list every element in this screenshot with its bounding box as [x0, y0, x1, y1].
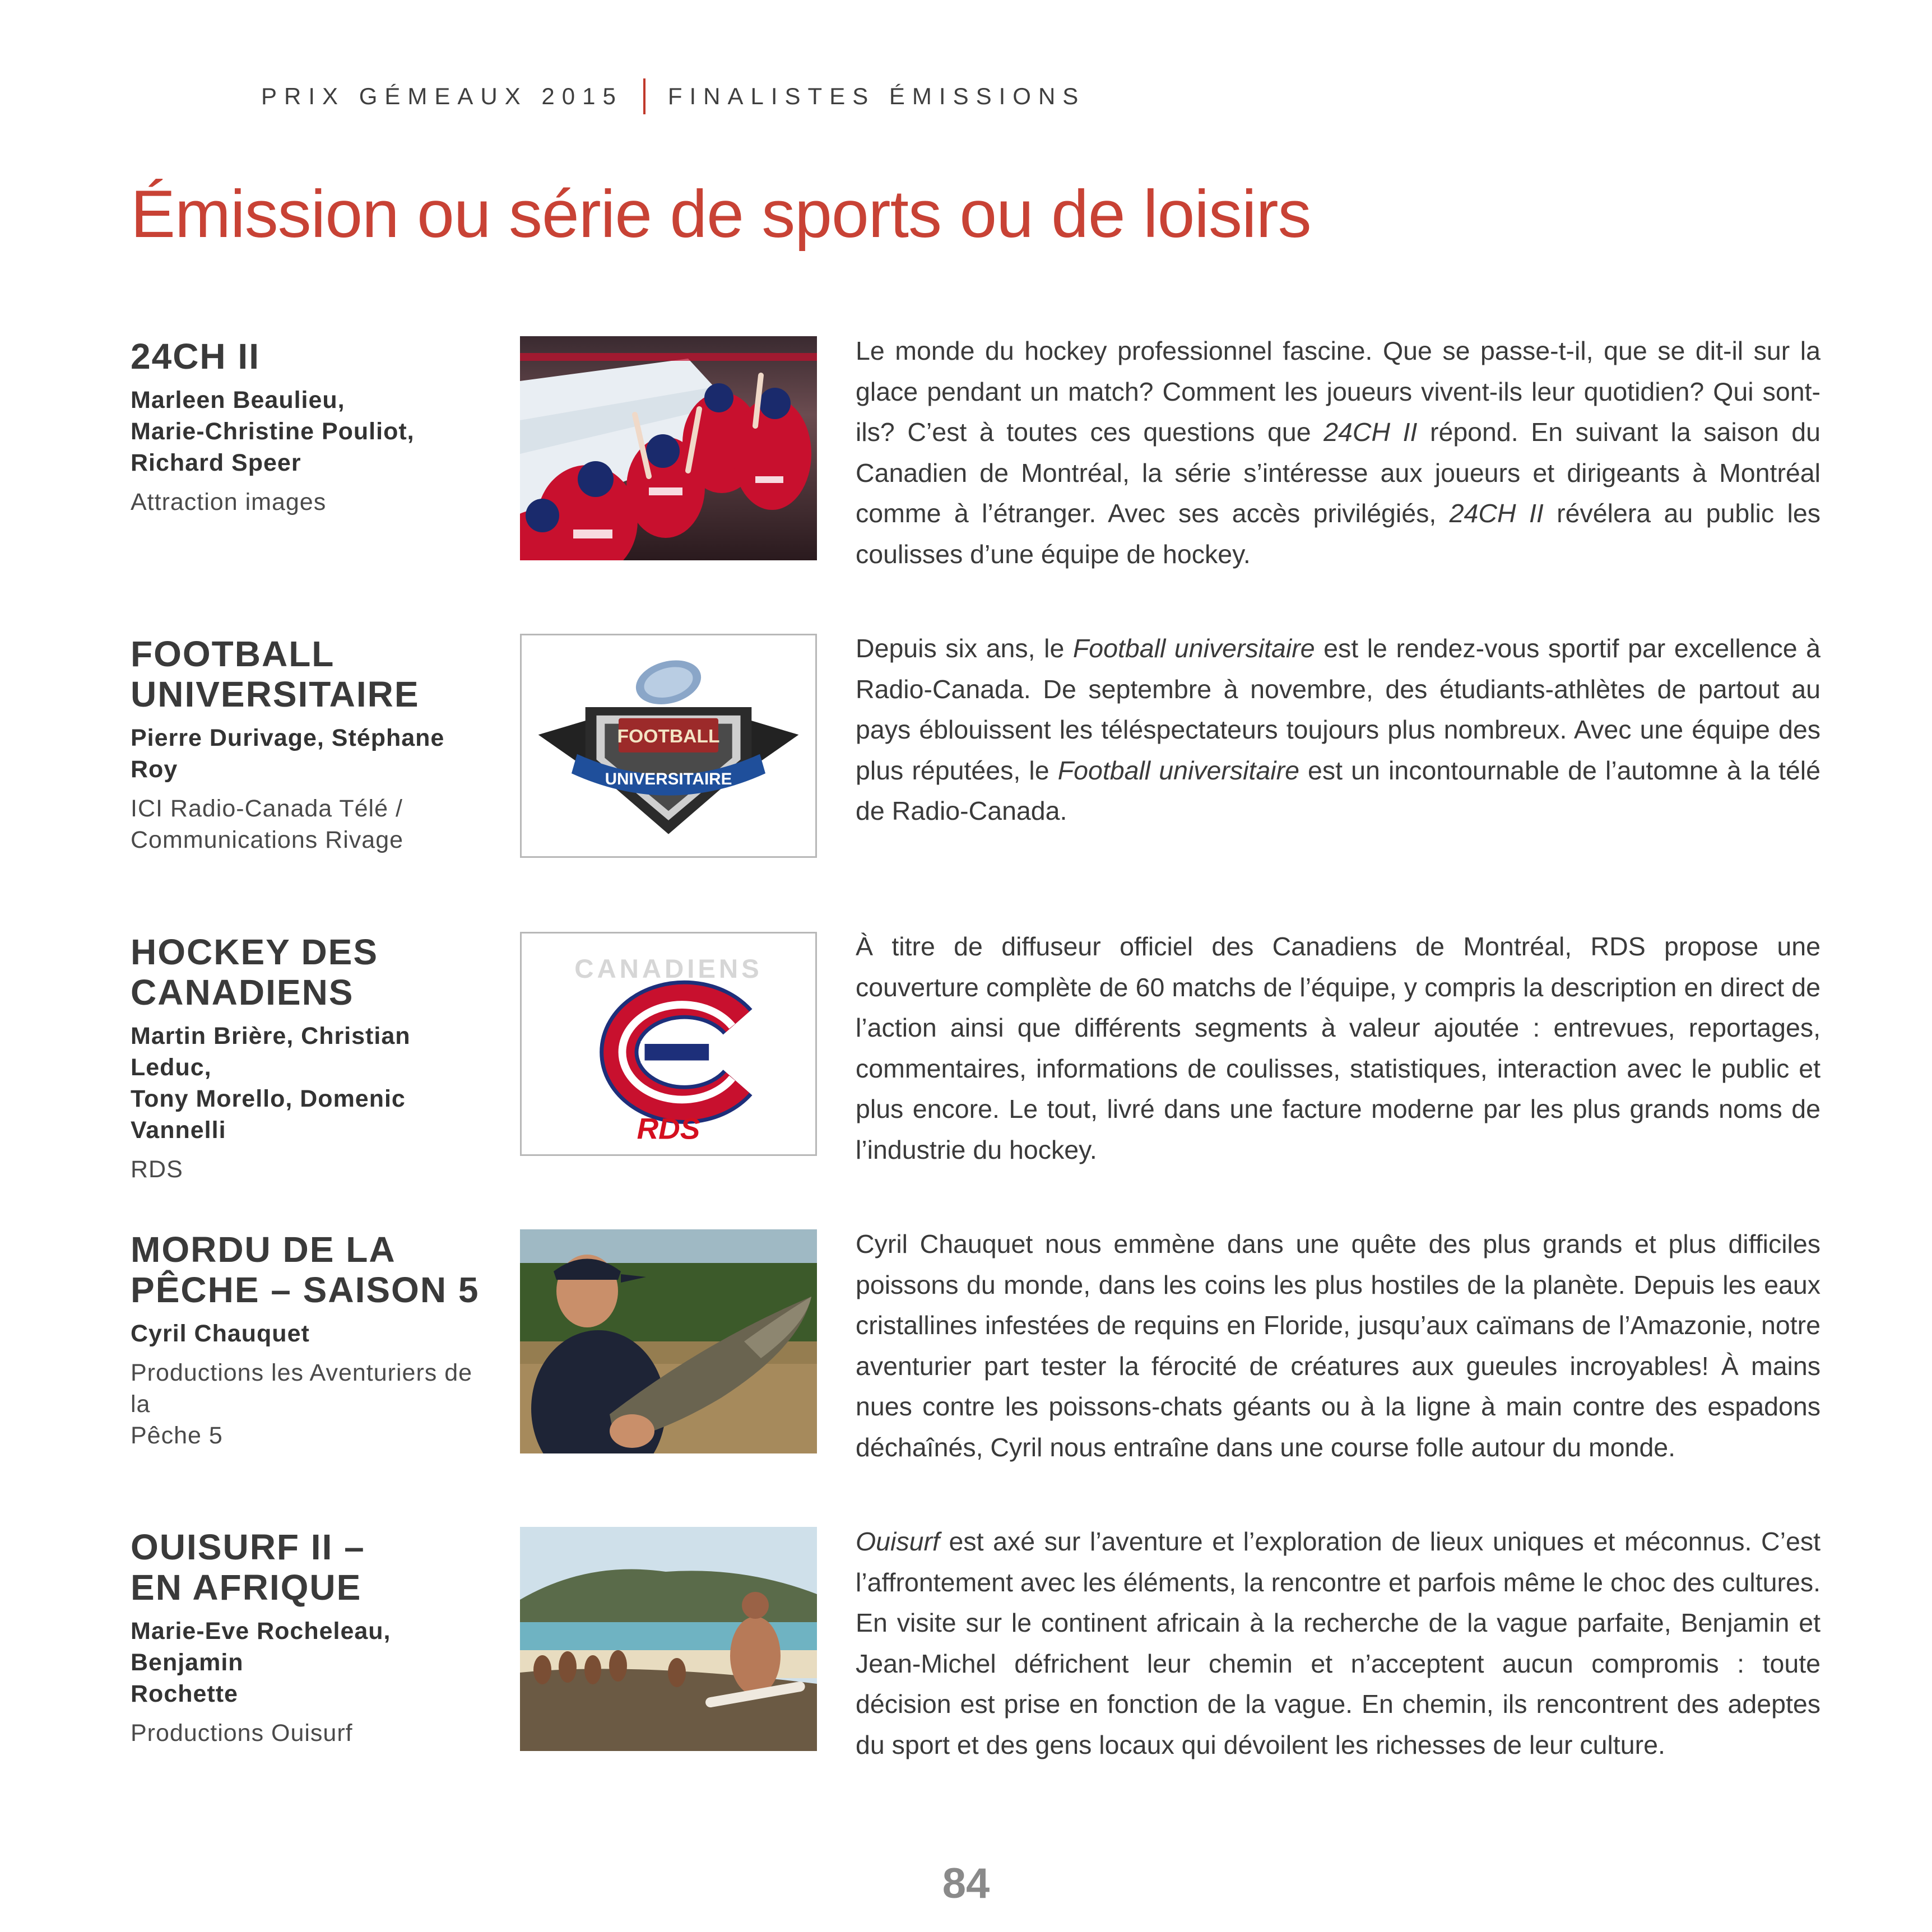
logo-text: CANADIENS: [574, 954, 763, 984]
show-credits: Marleen Beaulieu, Marie-Christine Pouliot, Richard Speer: [131, 387, 415, 476]
logo-text: FOOTBALL: [617, 726, 720, 747]
show-credits: Marie-Eve Rocheleau, Benjamin Rochette: [131, 1618, 391, 1707]
finalist-entry: [0, 336, 1932, 572]
canadiens-rds-logo: [520, 932, 817, 1156]
show-credits: Pierre Durivage, Stéphane Roy: [131, 724, 445, 783]
entry-info: [131, 932, 495, 1185]
finalist-entry: [0, 932, 1932, 1183]
logo-text: RDS: [637, 1112, 700, 1146]
finalist-entry: [0, 1229, 1932, 1465]
finalist-entry: [0, 634, 1932, 869]
show-description: Le monde du hockey professionnel fascine. Que se passe-t-il, que se dit-il sur la glace pendant un match? Comment les joueurs vivent-ils leur quotidien? Qui sont-ils? C’est à toutes ces questions que 24CH II répond. En suivant la saison du Canadien de Montréal, la série s’intéresse aux joueurs et dirigeants à Montréal comme à l’étranger. Avec ses accès privilégiés, 24CH II révélera au public les coulisses d’une équipe de hockey.: [856, 336, 1820, 569]
show-description: Ouisurf est axé sur l’aventure et l’exploration de lieux uniques et méconnus. C’est l’affrontement avec les éléments, la rencontre et parfois même le choc des cultures. En visite sur le continent africain à la recherche de la vague parfaite, Benjamin et Jean-Michel défrichent leur chemin et n’acceptent aucun compromis : toute décision est prise en fonction de la vague. En chemin, ils rencontrent des adeptes du sport et des gens locaux qui dévoilent les richesses de leur culture.: [856, 1527, 1820, 1759]
entry-info: [131, 336, 495, 518]
show-producer: Attraction images: [131, 489, 327, 515]
header-separator: [643, 78, 645, 114]
show-title: FOOTBALL UNIVERSITAIRE: [131, 634, 420, 714]
running-header: [261, 78, 1085, 114]
football-universitaire-logo: [520, 634, 817, 858]
header-right: FINALISTES ÉMISSIONS: [667, 83, 1086, 109]
show-producer: Productions Ouisurf: [131, 1720, 353, 1747]
show-description: Depuis six ans, le Football universitaire est le rendez-vous sportif par excellence à Radio-Canada. De septembre à novembre, des étudiants-athlètes de partout au pays éblouissent les téléspectateurs toujours plus nombreux. Avec une équipe des plus réputées, le Football universitaire est un incontournable de l’automne à la télé de Radio-Canada.: [856, 634, 1820, 825]
entry-info: [131, 634, 495, 856]
show-title: 24CH II: [131, 336, 260, 377]
show-producer: RDS: [131, 1156, 183, 1183]
show-title: HOCKEY DES CANADIENS: [131, 932, 379, 1013]
surfers-on-african-beach-photo: [520, 1527, 817, 1751]
show-credits: Martin Brière, Christian Leduc, Tony Morello, Domenic Vannelli: [131, 1023, 411, 1144]
entry-info: [131, 1527, 495, 1749]
finalist-entry: [0, 1527, 1932, 1762]
show-producer: Productions les Aventuriers de la Pêche 5: [131, 1359, 473, 1449]
header-left: PRIX GÉMEAUX 2015: [261, 83, 623, 109]
fisherman-with-catfish-photo: [520, 1229, 817, 1453]
show-description: À titre de diffuseur officiel des Canadiens de Montréal, RDS propose une couverture complète de 60 matchs de l’équipe, y compris la description en direct de l’action ainsi que différents segments à valeur ajoutée : entrevues, reportages, commentaires, informations de coulisses, statistiques, interaction avec le public et plus encore. Le tout, livré dans une facture moderne par les plus grands noms de l’industrie du hockey.: [856, 932, 1820, 1164]
logo-text: UNIVERSITAIRE: [605, 769, 732, 788]
page-number: 84: [942, 1860, 990, 1907]
show-title: MORDU DE LA PÊCHE – SAISON 5: [131, 1229, 480, 1310]
hockey-team-celebration-photo: [520, 336, 817, 560]
show-producer: ICI Radio-Canada Télé / Communications Rivage: [131, 795, 404, 853]
entry-info: [131, 1229, 495, 1451]
page-title: Émission ou série de sports ou de loisirs: [131, 177, 1311, 252]
show-credits: Cyril Chauquet: [131, 1320, 310, 1347]
show-title: OUISURF II – EN AFRIQUE: [131, 1527, 365, 1608]
show-description: Cyril Chauquet nous emmène dans une quête des plus grands et plus difficiles poissons du monde, dans les coins les plus hostiles de la planète. Depuis les eaux cristallines infestées de requins en Floride, jusqu’aux caïmans de l’Amazonie, notre aventurier part tester la férocité de créatures aux gueules incroyables! À mains nues contre les poissons-chats géants ou à la ligne à main contre des espadons déchaînés, Cyril nous entraîne dans une course folle autour du monde.: [856, 1229, 1820, 1462]
